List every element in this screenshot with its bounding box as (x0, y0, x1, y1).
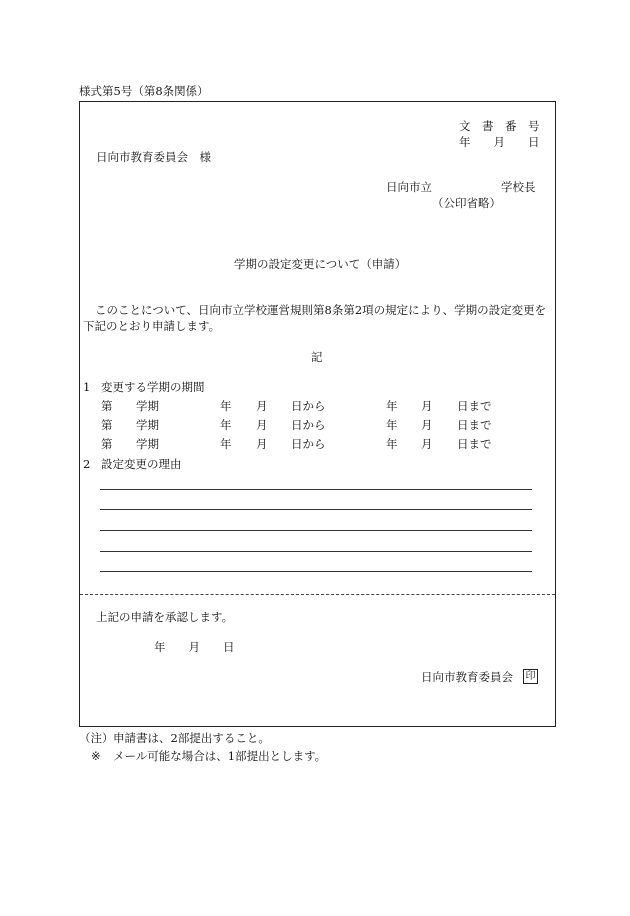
section1-number: 1 (83, 380, 91, 394)
period-start-day: 日から (291, 437, 326, 451)
reason-input-line-2[interactable] (100, 509, 532, 510)
body-line-1: このことについて、日向市立学校運営規則第8条第2項の規定により、学期の設定変更を (95, 303, 547, 317)
reason-input-line-4[interactable] (100, 551, 532, 552)
period-start-year: 年 (220, 399, 232, 413)
school-principal: 日向市立 学校長 (386, 180, 536, 194)
reason-input-line-1[interactable] (100, 489, 532, 490)
dashed-divider (80, 594, 555, 595)
reason-input-line-3[interactable] (100, 530, 532, 531)
reason-input-line-5[interactable] (100, 571, 532, 572)
addressee: 日向市教育委員会 様 (96, 150, 211, 164)
ki-heading: 記 (311, 350, 323, 364)
approval-text: 上記の申請を承認します。 (96, 610, 234, 624)
period-start-month: 月 (256, 437, 268, 451)
period-start-day: 日から (291, 418, 326, 432)
period-end-year: 年 (386, 399, 398, 413)
board-name: 日向市教育委員会 (421, 670, 513, 684)
seal-mark: 印 (523, 669, 538, 684)
period-dai: 第 (101, 418, 113, 432)
period-end-month: 月 (421, 437, 433, 451)
doc-number-label: 文 書 番 号 (459, 119, 540, 133)
period-start-month: 月 (256, 399, 268, 413)
period-end-month: 月 (421, 399, 433, 413)
period-start-year: 年 (220, 437, 232, 451)
period-gakki: 学期 (136, 418, 159, 432)
document-title: 学期の設定変更について（申請） (234, 257, 407, 271)
period-end-month: 月 (421, 418, 433, 432)
body-line-2: 下記のとおり申請します。 (83, 319, 221, 333)
period-dai: 第 (101, 399, 113, 413)
period-end-day: 日まで (457, 437, 492, 451)
period-end-day: 日まで (457, 418, 492, 432)
period-end-year: 年 (386, 437, 398, 451)
section2-label: 設定変更の理由 (101, 457, 182, 471)
period-gakki: 学期 (136, 437, 159, 451)
period-end-year: 年 (386, 418, 398, 432)
note2-text: メール可能な場合は、1部提出とします。 (113, 749, 327, 763)
section2-number: 2 (83, 457, 91, 471)
note2-mark: ※ (91, 749, 101, 763)
note1-text: 申請書は、2部提出すること。 (113, 731, 270, 745)
period-start-day: 日から (291, 399, 326, 413)
approval-date: 年 月 日 (154, 640, 235, 654)
period-dai: 第 (101, 437, 113, 451)
seal-omitted: （公印省略） (432, 196, 501, 210)
period-gakki: 学期 (136, 399, 159, 413)
section1-label: 変更する学期の期間 (101, 380, 205, 394)
date-line: 年 月 日 (459, 135, 540, 149)
form-number: 様式第5号（第8条関係） (79, 84, 209, 98)
period-start-month: 月 (256, 418, 268, 432)
period-end-day: 日まで (457, 399, 492, 413)
period-start-year: 年 (220, 418, 232, 432)
note1-label: （注） (79, 731, 114, 745)
form-box (79, 101, 556, 727)
